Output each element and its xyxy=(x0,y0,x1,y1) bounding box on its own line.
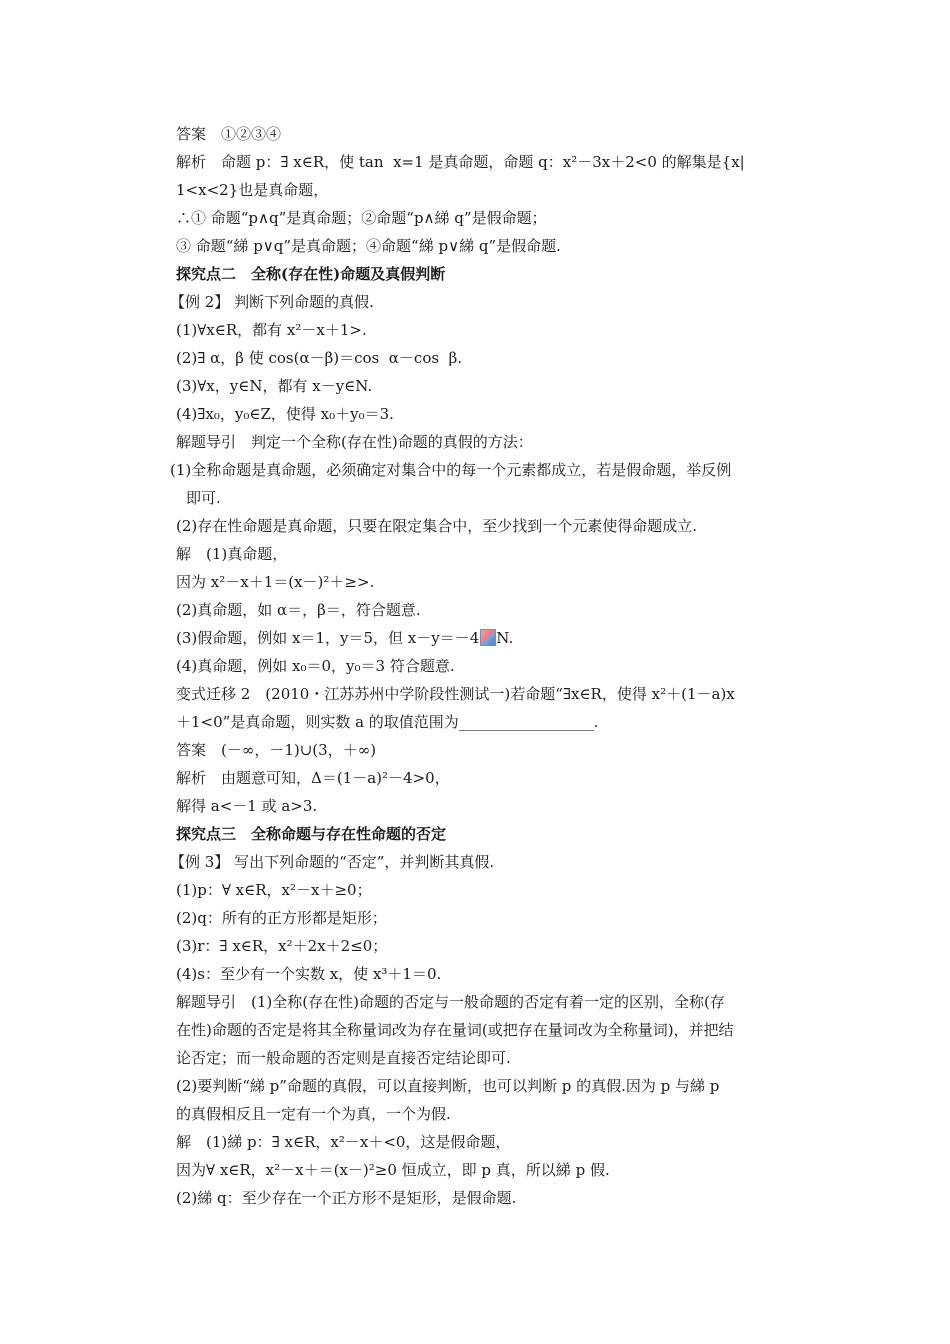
text-line: 变式迁移 2 (2010・江苏苏州中学阶段性测试一)若命题“∃x∈R，使得 x²＋(1－a)x xyxy=(176,685,735,703)
section-heading: 探究点三 全称命题与存在性命题的否定 xyxy=(176,825,447,843)
text-line: (1)全称命题是真命题，必须确定对集合中的每一个元素都成立，若是假命题，举反例 xyxy=(170,461,732,479)
example-heading: 【例 2】 判断下列命题的真假. xyxy=(170,293,374,311)
text-line: (2)q：所有的正方形都是矩形； xyxy=(176,909,387,927)
text-line: ③ 命题“綈 p∨q”是真命题；④命题“綈 p∨綈 q”是假命题. xyxy=(176,237,561,255)
text-line: 答案 ①②③④ xyxy=(176,125,282,143)
text-line: (4)真命题，例如 x₀＝0，y₀＝3 符合题意. xyxy=(176,657,455,675)
text-line: 因为∀ x∈R，x²－x＋＝(x－)²≥0 恒成立，即 p 真，所以綈 p 假. xyxy=(176,1161,610,1179)
text-line: 因为 x²－x＋1＝(x－)²＋≥>. xyxy=(176,573,375,591)
text-line: (3)r：∃ x∈R，x²＋2x＋2≤0； xyxy=(176,937,388,955)
text-line: 解得 a<－1 或 a>3. xyxy=(176,797,318,815)
text-line: 解 (1)真命题， xyxy=(176,545,288,563)
text-line: 解析 命题 p：∃ x∈R，使 tan x=1 是真命题，命题 q：x²－3x＋2<0 的解集是{x| xyxy=(176,153,745,171)
text-segment: (3)假命题，例如 x＝1，y＝5，但 x－y＝－4 xyxy=(176,629,480,647)
text-line: 解 (1)綈 p：∃ x∈R，x²－x＋<0，这是假命题， xyxy=(176,1133,511,1151)
text-line: (1)p：∀ x∈R，x²－x＋≥0； xyxy=(176,881,372,899)
text-line: 解题导引 判定一个全称(存在性)命题的真假的方法： xyxy=(176,433,533,451)
text-line: 1<x<2}也是真命题， xyxy=(176,181,329,199)
text-line: 即可. xyxy=(186,489,221,507)
text-line: (4)∃x₀，y₀∈Z，使得 x₀＋y₀＝3. xyxy=(176,405,394,423)
formula-image-icon xyxy=(480,629,496,646)
example-heading: 【例 3】 写出下列命题的“否定”，并判断其真假. xyxy=(170,853,495,871)
text-line: 论否定；而一般命题的否定则是直接否定结论即可. xyxy=(176,1049,511,1067)
text-segment: N. xyxy=(496,629,514,647)
text-line: 答案 (－∞，－1)∪(3，＋∞) xyxy=(176,741,377,759)
text-line: 的真假相反且一定有一个为真，一个为假. xyxy=(176,1105,451,1123)
section-heading: 探究点二 全称(存在性)命题及真假判断 xyxy=(176,265,446,283)
text-line: (2)存在性命题是真命题，只要在限定集合中，至少找到一个元素使得命题成立. xyxy=(176,517,698,535)
text-line: (2)要判断“綈 p”命题的真假，可以直接判断，也可以判断 p 的真假.因为 p 与綈 p xyxy=(176,1077,720,1095)
text-line: 在性)命题的否定是将其全称量词改为存在量词(或把存在量词改为全称量词)，并把结 xyxy=(176,1021,734,1039)
text-line: 解析 由题意可知，Δ＝(1－a)²－4>0， xyxy=(176,769,450,787)
text-line: (2)真命题，如 α＝，β＝，符合题意. xyxy=(176,601,421,619)
text-line: ＋1<0”是真命题，则实数 a 的取值范围为__________________. xyxy=(176,713,599,731)
text-line: (4)s：至少有一个实数 x，使 x³＋1＝0. xyxy=(176,965,442,983)
text-line: (1)∀x∈R，都有 x²－x＋1>. xyxy=(176,321,367,339)
text-line: (2)∃ α，β 使 cos(α－β)＝cos α－cos β. xyxy=(176,349,463,367)
text-line: 解题导引 (1)全称(存在性)命题的否定与一般命题的否定有着一定的区别，全称(存 xyxy=(176,993,725,1011)
text-line xyxy=(176,628,513,648)
text-line: ∴① 命题“p∧q”是真命题；②命题“p∧綈 q”是假命题； xyxy=(176,209,547,227)
text-line: (2)綈 q：至少存在一个正方形不是矩形，是假命题. xyxy=(176,1189,517,1207)
text-line: (3)∀x，y∈N，都有 x－y∈N. xyxy=(176,377,373,395)
